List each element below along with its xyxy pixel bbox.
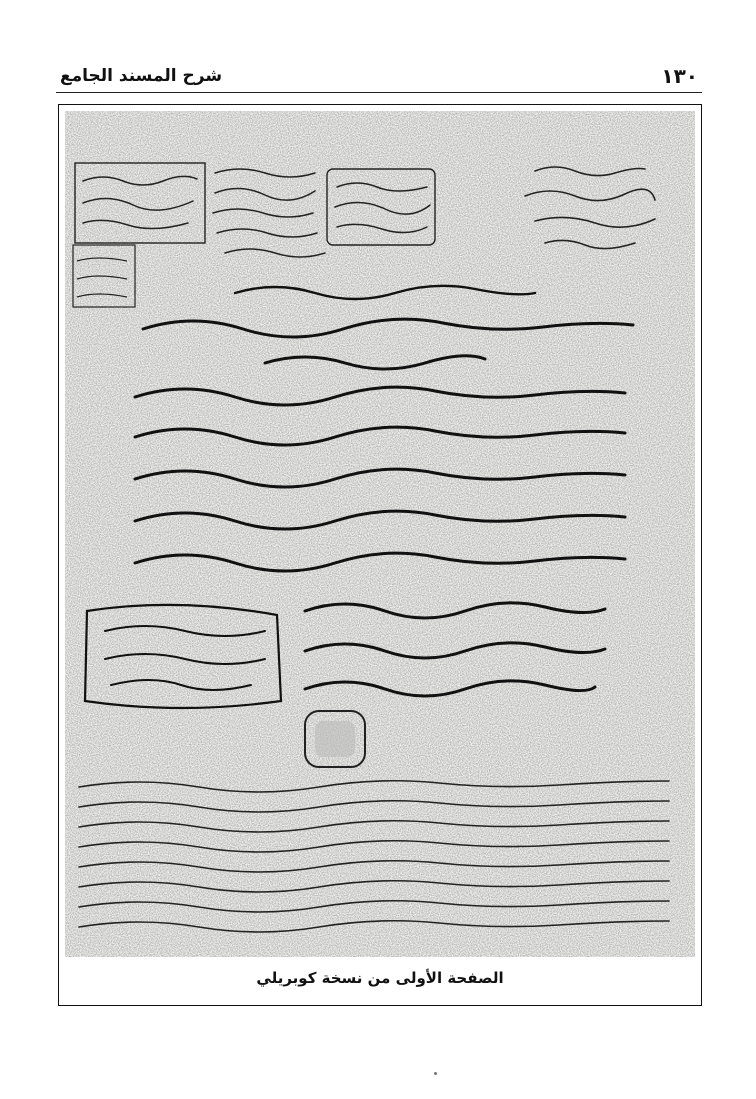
figure-caption: الصفحة الأولى من نسخة كوبريلي [256, 969, 504, 987]
running-title: شرح المسند الجامع [60, 66, 223, 86]
page-mark [434, 1072, 437, 1075]
manuscript-image [65, 111, 695, 957]
page-header [56, 64, 702, 93]
figure-frame [58, 104, 702, 1006]
page-number: ١٣٠ [661, 64, 698, 88]
